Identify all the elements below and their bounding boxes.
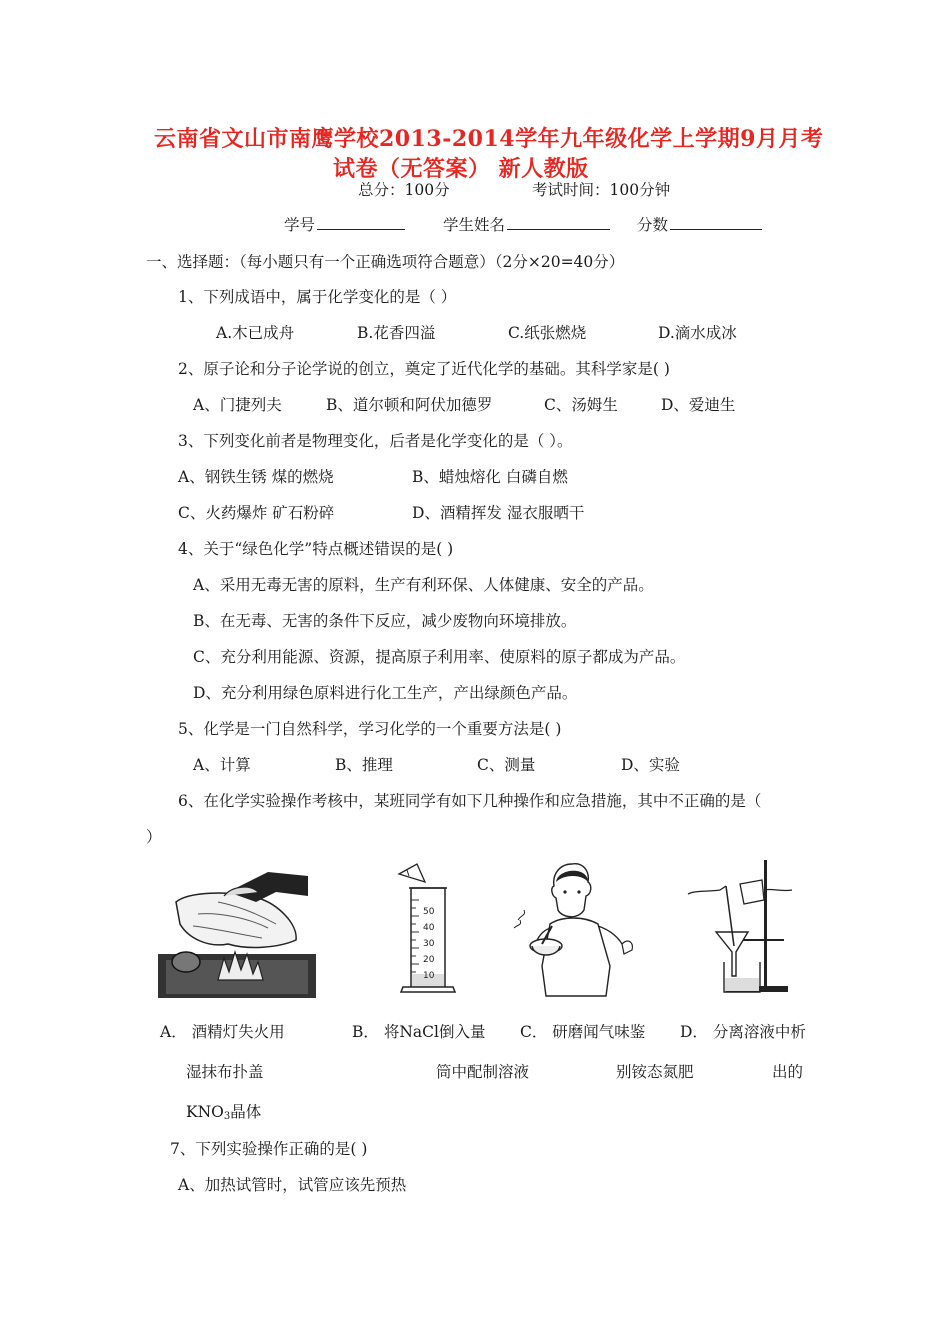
- q3-option-a: A、钢铁生锈 煤的燃烧: [178, 468, 334, 486]
- q4-option-a: A、采用无毒无害的原料，生产有利环保、人体健康、安全的产品。: [193, 576, 654, 594]
- cylinder-tick-label: 10: [423, 971, 435, 981]
- left-hand: [688, 886, 726, 894]
- q6-option-d-line1: D． 分离溶液中析: [680, 1023, 806, 1041]
- q3-option-b: B、蜡烛熔化 白磷自燃: [412, 468, 568, 486]
- q6-option-a-line2: 湿抹布扑盖: [186, 1063, 264, 1081]
- cylinder-tick-label: 20: [423, 955, 435, 965]
- kno3-crystal-word: 晶体: [230, 1103, 262, 1121]
- kno3-subscript: 3: [223, 1111, 231, 1122]
- q2-option-d: D、爱迪生: [661, 396, 736, 414]
- document-title-line1: 云南省文山市南鹰学校2013-2014学年九年级化学上学期9月月考: [154, 126, 824, 152]
- q3-option-c: C、火药爆炸 矿石粉碎: [178, 504, 335, 522]
- boy-grinding-illustration: [512, 858, 642, 998]
- exam-time-label: 考试时间：100分钟: [532, 181, 671, 199]
- q6-option-c-line2: 别铵态氮肥: [616, 1063, 694, 1081]
- section-heading: 一、选择题：（每小题只有一个正确选项符合题意）（2分×20=40分）: [146, 253, 625, 271]
- q5-option-d: D、实验: [621, 756, 680, 774]
- graduated-cylinder-illustration: [395, 862, 463, 998]
- boy-body: [542, 918, 610, 996]
- kno3-formula: KNO: [186, 1103, 224, 1121]
- q2-option-b: B、道尔顿和阿伏加德罗: [326, 396, 493, 414]
- q6-stem: 6、在化学实验操作考核中，某班同学有如下几种操作和应急措施，其中不正确的是（: [178, 792, 762, 810]
- student-id-field: [284, 213, 405, 235]
- cylinder-tick-label: 30: [423, 939, 435, 949]
- q1-option-a: A.木已成舟: [216, 324, 295, 342]
- q5-option-a: A、计算: [193, 756, 251, 774]
- q5-option-b: B、推理: [335, 756, 393, 774]
- q5-stem: 5、化学是一门自然科学，学习化学的一个重要方法是( ): [178, 720, 562, 738]
- q7-option-a: A、加热试管时，试管应该先预热: [178, 1176, 407, 1194]
- score-field: [637, 213, 762, 235]
- q6-option-a-line1: A． 酒精灯失火用: [160, 1023, 285, 1041]
- pouring-beaker-icon: [740, 880, 764, 904]
- student-name-field: [443, 213, 610, 235]
- q6-option-d-line3: [186, 1100, 261, 1122]
- paper-scoop-icon: [399, 864, 425, 882]
- smell-waves-icon: [514, 910, 525, 928]
- student-name-label: 学生姓名: [443, 216, 506, 234]
- q4-option-c: C、充分利用能源、资源，提高原子利用率、使原料的原子都成为产品。: [193, 648, 686, 666]
- q1-stem: 1、下列成语中，属于化学变化的是（ ）: [178, 288, 457, 306]
- ring-stand-rod: [764, 860, 767, 986]
- cylinder-base: [401, 987, 455, 992]
- student-id-label: 学号: [284, 216, 316, 234]
- cylinder-tick-label: 40: [423, 923, 435, 933]
- q4-option-b: B、在无毒、无害的条件下反应，减少废物向环境排放。: [193, 612, 577, 630]
- boy-hand: [622, 941, 632, 954]
- q6-stem-end: ）: [146, 828, 162, 846]
- q6-option-c-line1: C． 研磨闻气味鉴: [520, 1023, 646, 1041]
- q3-option-d: D、酒精挥发 湿衣服晒干: [412, 504, 585, 522]
- q1-option-b: B.花香四溢: [357, 324, 436, 342]
- score-blank: [670, 215, 762, 230]
- q1-option-c: C.纸张燃烧: [508, 324, 587, 342]
- q4-option-d: D、充分利用绿色原料进行化工生产，产出绿颜色产品。: [193, 684, 578, 702]
- q2-option-a: A、门捷列夫: [193, 396, 282, 414]
- cylinder-tick-label: 50: [423, 907, 435, 917]
- funnel-icon: [716, 932, 748, 976]
- score-label: 分数: [637, 216, 669, 234]
- q6-option-d-line2: 出的: [772, 1063, 804, 1081]
- q1-option-d: D.滴水成冰: [658, 324, 737, 342]
- q2-stem: 2、原子论和分子论学说的创立，奠定了近代化学的基础。其科学家是( ): [178, 360, 670, 378]
- q3-stem: 3、下列变化前者是物理变化，后者是化学变化的是（ ）。: [178, 432, 573, 450]
- q4-stem: 4、关于“绿色化学”特点概述错误的是( ): [178, 540, 454, 558]
- q6-option-b-line1: B． 将NaCl倒入量: [352, 1023, 486, 1041]
- document-title-line2: 试卷（无答案） 新人教版: [333, 156, 589, 182]
- filtration-illustration: [686, 858, 794, 998]
- total-score-label: 总分：100分: [358, 181, 450, 199]
- student-id-blank: [317, 215, 405, 230]
- right-hand: [764, 889, 792, 890]
- cloth-over-fire-illustration: [158, 862, 316, 998]
- q7-stem: 7、下列实验操作正确的是( ): [170, 1140, 368, 1158]
- student-name-blank: [507, 215, 610, 230]
- q2-option-c: C、汤姆生: [544, 396, 618, 414]
- alcohol-lamp-icon: [172, 952, 200, 972]
- q5-option-c: C、测量: [477, 756, 536, 774]
- damp-cloth: [176, 893, 296, 947]
- q6-option-b-line2: 筒中配制溶液: [436, 1063, 530, 1081]
